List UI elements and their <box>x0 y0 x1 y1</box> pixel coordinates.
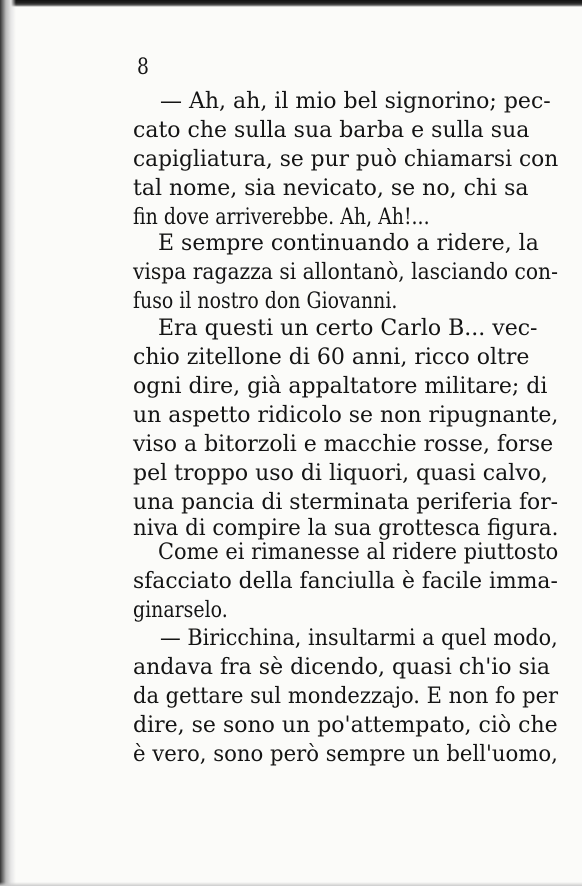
text-line: Era questi un certo Carlo B... vec- <box>158 316 538 341</box>
page-binding-shadow <box>0 0 16 886</box>
text-line: — Ah, ah, il mio bel signorino; pec- <box>160 89 551 114</box>
text-line: — Biricchina, insultarmi a quel modo, <box>160 626 558 651</box>
page-number: 8 <box>137 55 149 80</box>
text-line: viso a bitorzoli e macchie rosse, forse <box>133 432 554 457</box>
text-line: pel troppo uso di liquori, quasi calvo, <box>133 461 548 486</box>
text-line: è vero, sono però sempre un bell'uomo, <box>133 742 558 767</box>
text-line: vispa ragazza si allontanò, lasciando con- <box>133 260 558 285</box>
text-line: niva di compire la sua grottesca figura. <box>133 516 559 541</box>
text-line: sfacciato della fanciulla è facile imma- <box>133 569 558 594</box>
text-line: un aspetto ridicolo se non ripugnante, <box>133 403 559 428</box>
text-line: E sempre continuando a ridere, la <box>158 231 539 256</box>
text-line: cato che sulla sua barba e sulla sua <box>133 118 530 143</box>
text-line: andava fra sè dicendo, quasi ch'io sia <box>133 655 550 680</box>
text-line: ginarselo. <box>133 598 228 623</box>
text-line: fuso il nostro don Giovanni. <box>133 289 398 314</box>
text-line: capigliatura, se pur può chiamarsi con <box>133 147 559 172</box>
text-line: chio zitellone di 60 anni, ricco oltre <box>133 345 530 370</box>
text-line: una pancia di sterminata periferia for- <box>133 490 559 515</box>
text-line: dire, se sono un po'attempato, ciò che <box>133 713 558 738</box>
page-top-shadow <box>0 0 582 7</box>
text-line: Come ei rimanesse al ridere piuttosto <box>158 540 559 565</box>
page-bottom-edge <box>0 882 582 886</box>
text-line: tal nome, sia nevicato, se no, chi sa <box>133 176 529 201</box>
text-line: da gettare sul mondezzajo. E non fo per <box>133 684 559 709</box>
text-line: fin dove arriverebbe. Ah, Ah!... <box>133 205 430 230</box>
text-line: ogni dire, già appaltatore militare; di <box>133 374 548 399</box>
